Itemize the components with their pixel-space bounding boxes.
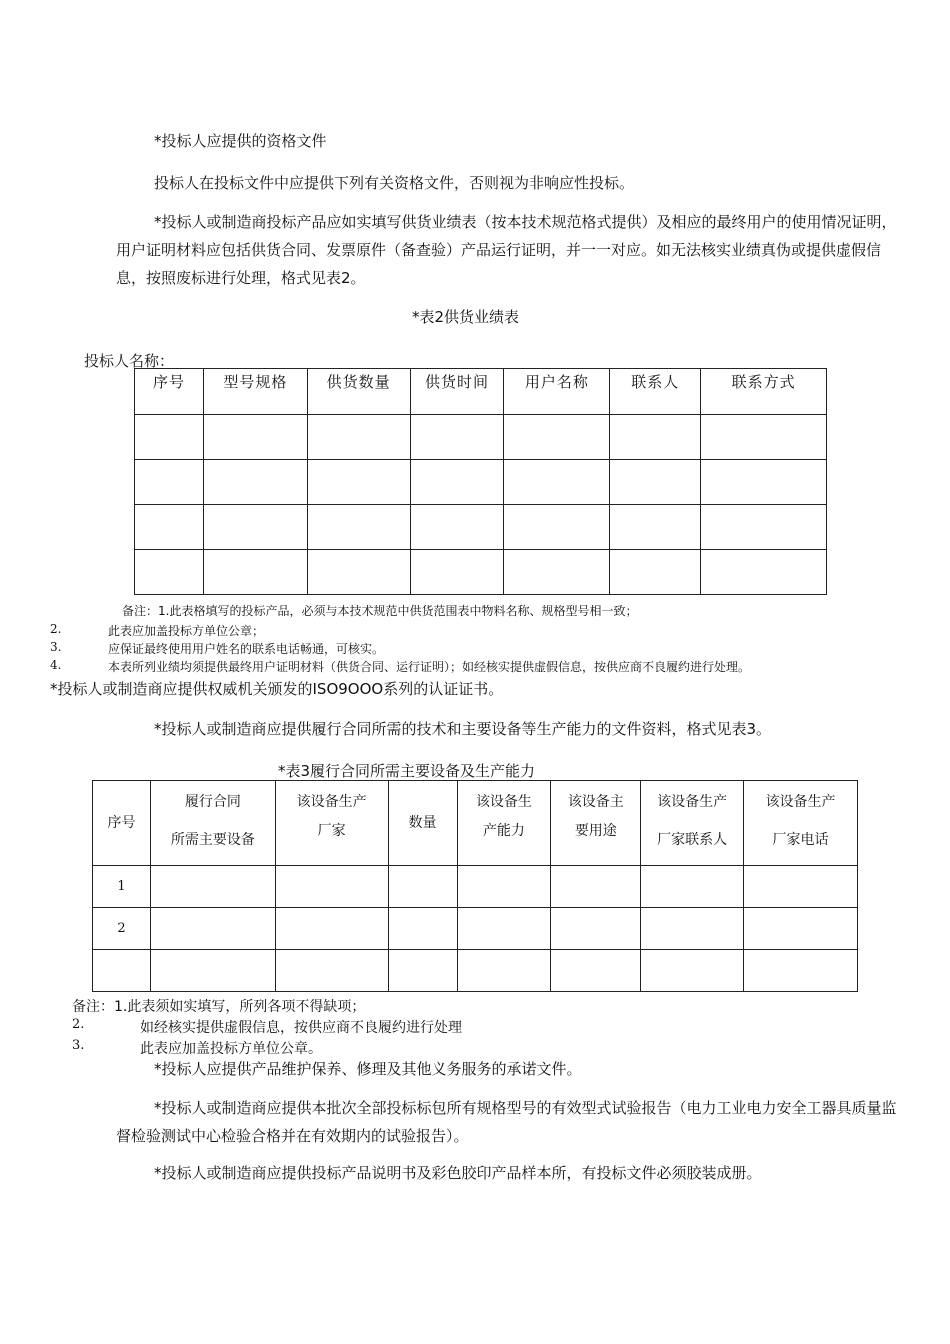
col-header-main-equipment: 履行合同 所需主要设备 bbox=[150, 781, 275, 866]
table-cell[interactable] bbox=[410, 460, 504, 505]
table-cell[interactable] bbox=[504, 550, 610, 595]
table2-note-number: 3. bbox=[50, 640, 62, 654]
qualification-heading: *投标人应提供的资格文件 bbox=[154, 132, 327, 150]
table3-caption: *表3履行合同所需主要设备及生产能力 bbox=[278, 762, 536, 780]
col-header-manufacturer: 该设备生产 厂家 bbox=[275, 781, 388, 866]
table-cell[interactable] bbox=[701, 415, 827, 460]
table-cell[interactable] bbox=[388, 866, 457, 908]
table-cell[interactable] bbox=[744, 950, 858, 992]
table-cell[interactable] bbox=[388, 950, 457, 992]
table2-caption: *表2供货业绩表 bbox=[412, 308, 520, 326]
col-header-index: 序号 bbox=[93, 781, 151, 866]
table-cell[interactable] bbox=[307, 415, 410, 460]
bidder-name-label: 投标人名称： bbox=[84, 352, 175, 370]
table-cell[interactable] bbox=[307, 505, 410, 550]
table-header-row bbox=[135, 369, 827, 415]
table-cell[interactable] bbox=[504, 505, 610, 550]
row-index: 1 bbox=[93, 866, 151, 908]
table-cell[interactable] bbox=[504, 415, 610, 460]
table-header-row bbox=[93, 781, 858, 866]
table-cell[interactable] bbox=[410, 415, 504, 460]
table-row bbox=[93, 908, 858, 950]
table2-note-2: 此表应加盖投标方单位公章； bbox=[108, 624, 265, 638]
col-header-supply-time: 供货时间 bbox=[410, 369, 504, 415]
capability-paragraph: *投标人或制造商应提供履行合同所需的技术和主要设备等生产能力的文件资料，格式见表3。 bbox=[154, 720, 772, 738]
col-header-quantity: 数量 bbox=[388, 781, 457, 866]
table-cell[interactable] bbox=[641, 950, 744, 992]
table2-note-3: 应保证最终使用用户姓名的联系电话畅通，可核实。 bbox=[108, 642, 385, 656]
table-cell[interactable] bbox=[203, 460, 307, 505]
iso-certificate-line: *投标人或制造商应提供权威机关颁发的ISO9OOO系列的认证证书。 bbox=[50, 680, 504, 698]
table-cell[interactable] bbox=[135, 460, 204, 505]
table-cell[interactable] bbox=[275, 908, 388, 950]
table-cell[interactable] bbox=[410, 550, 504, 595]
table-cell[interactable] bbox=[203, 415, 307, 460]
table-cell[interactable] bbox=[410, 505, 504, 550]
table-cell[interactable] bbox=[135, 550, 204, 595]
col-header-contact-method: 联系方式 bbox=[701, 369, 827, 415]
col-header-purpose: 该设备主 要用途 bbox=[551, 781, 641, 866]
col-header-index: 序号 bbox=[135, 369, 204, 415]
table2-note-4: 本表所列业绩均须提供最终用户证明材料（供货合同、运行证明）；如经核实提供虚假信息，按供应商不良履约进行处理。 bbox=[108, 660, 751, 674]
table-cell[interactable] bbox=[744, 866, 858, 908]
table2-note-1: 备注：1.此表格填写的投标产品，必须与本技术规范中供货范围表中物料名称、规格型号相一致； bbox=[122, 604, 638, 618]
table-cell[interactable] bbox=[307, 550, 410, 595]
table-cell[interactable] bbox=[457, 908, 551, 950]
test-report-paragraph: *投标人或制造商应提供本批次全部投标标包所有规格型号的有效型式试验报告（电力工业电力安全工器具质量监督检验测试中心检验合格并在有效期内的试验报告）。 bbox=[116, 1099, 897, 1145]
table-row bbox=[135, 460, 827, 505]
table-cell[interactable] bbox=[150, 950, 275, 992]
intro-line: 投标人在投标文件中应提供下列有关资格文件，否则视为非响应性投标。 bbox=[154, 174, 635, 192]
col-header-manufacturer-phone: 该设备生产 厂家电话 bbox=[744, 781, 858, 866]
table-cell[interactable] bbox=[457, 950, 551, 992]
col-header-capacity: 该设备生 产能力 bbox=[457, 781, 551, 866]
table-cell[interactable] bbox=[610, 505, 701, 550]
table3-note-3: 此表应加盖投标方单位公章。 bbox=[140, 1041, 322, 1057]
table3-note-1: 备注：1.此表须如实填写，所列各项不得缺项； bbox=[72, 999, 366, 1015]
table-cell[interactable] bbox=[701, 505, 827, 550]
table-cell[interactable] bbox=[551, 908, 641, 950]
supply-performance-table bbox=[134, 368, 827, 595]
col-header-manufacturer-contact: 该设备生产 厂家联系人 bbox=[641, 781, 744, 866]
brochure-line: *投标人或制造商应提供投标产品说明书及彩色胶印产品样本所，有投标文件必须胶装成册。 bbox=[154, 1164, 762, 1182]
table-cell[interactable] bbox=[150, 908, 275, 950]
table-cell[interactable] bbox=[610, 415, 701, 460]
table-cell[interactable] bbox=[744, 908, 858, 950]
table-cell[interactable] bbox=[641, 908, 744, 950]
col-header-contact: 联系人 bbox=[610, 369, 701, 415]
table-cell[interactable] bbox=[135, 505, 204, 550]
table-row bbox=[93, 866, 858, 908]
table-cell[interactable] bbox=[610, 460, 701, 505]
table-cell[interactable] bbox=[388, 908, 457, 950]
table-row bbox=[135, 505, 827, 550]
table-cell[interactable] bbox=[701, 550, 827, 595]
row-index bbox=[93, 950, 151, 992]
table-row bbox=[135, 415, 827, 460]
row-index: 2 bbox=[93, 908, 151, 950]
table-cell[interactable] bbox=[551, 950, 641, 992]
table-cell[interactable] bbox=[150, 866, 275, 908]
table-cell[interactable] bbox=[275, 950, 388, 992]
table-cell[interactable] bbox=[135, 415, 204, 460]
table-row bbox=[93, 950, 858, 992]
table-cell[interactable] bbox=[275, 866, 388, 908]
table-cell[interactable] bbox=[701, 460, 827, 505]
table-cell[interactable] bbox=[641, 866, 744, 908]
table-cell[interactable] bbox=[457, 866, 551, 908]
table-cell[interactable] bbox=[610, 550, 701, 595]
table2-note-number: 4. bbox=[50, 658, 62, 672]
table3-note-number: 2. bbox=[72, 1017, 85, 1032]
equipment-capability-table bbox=[92, 780, 858, 992]
table-cell[interactable] bbox=[203, 505, 307, 550]
table2-note-number: 2. bbox=[50, 622, 62, 636]
table3-note-number: 3. bbox=[72, 1038, 85, 1053]
table-cell[interactable] bbox=[504, 460, 610, 505]
table3-note-2: 如经核实提供虚假信息，按供应商不良履约进行处理 bbox=[140, 1020, 462, 1036]
table-cell[interactable] bbox=[551, 866, 641, 908]
col-header-quantity: 供货数量 bbox=[307, 369, 410, 415]
performance-paragraph: *投标人或制造商投标产品应如实填写供货业绩表（按本技术规范格式提供）及相应的最终用户的使用情况证明，用户证明材料应包括供货合同、发票原件（备查验）产品运行证明，并一一对应。如无法核实业绩真伪或提供虚假信息，按照废标进行处理，格式见表2。 bbox=[116, 213, 897, 287]
maintenance-line: *投标人应提供产品维护保养、修理及其他义务服务的承诺文件。 bbox=[154, 1060, 582, 1078]
table-cell[interactable] bbox=[307, 460, 410, 505]
col-header-user-name: 用户名称 bbox=[504, 369, 610, 415]
col-header-model: 型号规格 bbox=[203, 369, 307, 415]
table-row bbox=[135, 550, 827, 595]
table-cell[interactable] bbox=[203, 550, 307, 595]
